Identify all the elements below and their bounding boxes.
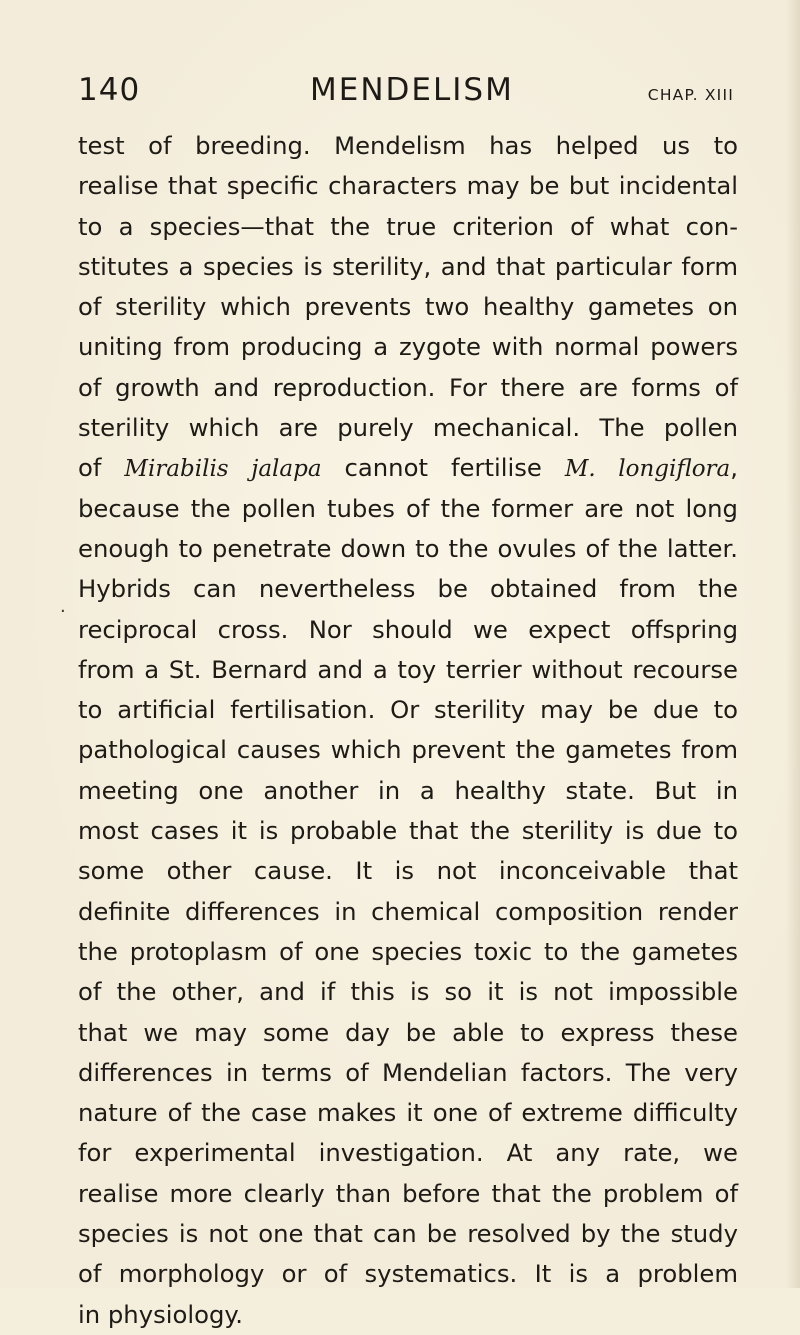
text-line-last: in physiology. (78, 1299, 244, 1329)
text-line: species is not one that can be resolved by the study (78, 1219, 738, 1249)
text-fragment: , (730, 453, 738, 483)
running-head (78, 66, 734, 116)
text-line: stitutes a species is sterility, and that particular form (78, 251, 738, 281)
species-name-italic: M. longiflora (564, 456, 731, 483)
text-line: definite differences in chemical composition render (78, 896, 738, 926)
running-title: MENDELISM (310, 72, 514, 108)
text-line: most cases it is probable that the sterility is due to (78, 816, 738, 846)
species-name-italic: Mirabilis jalapa (124, 456, 322, 483)
text-line: reciprocal cross. Nor should we expect offspring (78, 614, 738, 644)
body-text (78, 126, 738, 1335)
text-line: enough to penetrate down to the ovules of the latter. (78, 533, 738, 563)
text-line: because the pollen tubes of the former are not long (78, 493, 738, 523)
text-fragment: cannot fertilise (321, 453, 565, 483)
text-line-with-italics (78, 448, 738, 488)
text-line: test of breeding. Mendelism has helped us to (78, 131, 738, 160)
text-line: uniting from producing a zygote with normal powers (78, 332, 738, 362)
text-line: meeting one another in a healthy state. But in (78, 775, 738, 805)
text-line: for experimental investigation. At any rate, we (78, 1138, 738, 1168)
text-line: nature of the case makes it one of extreme difficulty (78, 1098, 738, 1128)
margin-mark: . (60, 596, 66, 617)
text-line: from a St. Bernard and a toy terrier without recourse (78, 654, 738, 684)
text-line: to artificial fertilisation. Or sterility may be due to (78, 695, 738, 725)
text-line: to a species—that the true criterion of what con- (78, 211, 738, 241)
text-line: realise more clearly than before that the problem of (78, 1178, 738, 1208)
text-line: of morphology or of systematics. It is a problem (78, 1259, 738, 1289)
text-line: of sterility which prevents two healthy gametes on (78, 292, 738, 322)
text-line: that we may some day be able to express these (78, 1017, 738, 1047)
page-edge-shadow (786, 0, 800, 1288)
text-line: of growth and reproduction. For there are forms of (78, 372, 738, 402)
text-line: differences in terms of Mendelian factors. The very (78, 1057, 738, 1087)
text-line: some other cause. It is not inconceivable that (78, 856, 738, 886)
text-line: the protoplasm of one species toxic to the gametes (78, 936, 738, 966)
text-line: of the other, and if this is so it is not impossible (78, 977, 738, 1007)
text-line: sterility which are purely mechanical. The pollen (78, 413, 738, 443)
text-line: pathological causes which prevent the gametes from (78, 735, 738, 765)
chapter-label: CHAP. XIII (647, 86, 734, 104)
text-line: realise that specific characters may be but incidental (78, 171, 738, 201)
text-line: Hybrids can nevertheless be obtained from the (78, 574, 738, 604)
text-fragment: of (78, 453, 125, 483)
page-number: 140 (78, 72, 141, 108)
